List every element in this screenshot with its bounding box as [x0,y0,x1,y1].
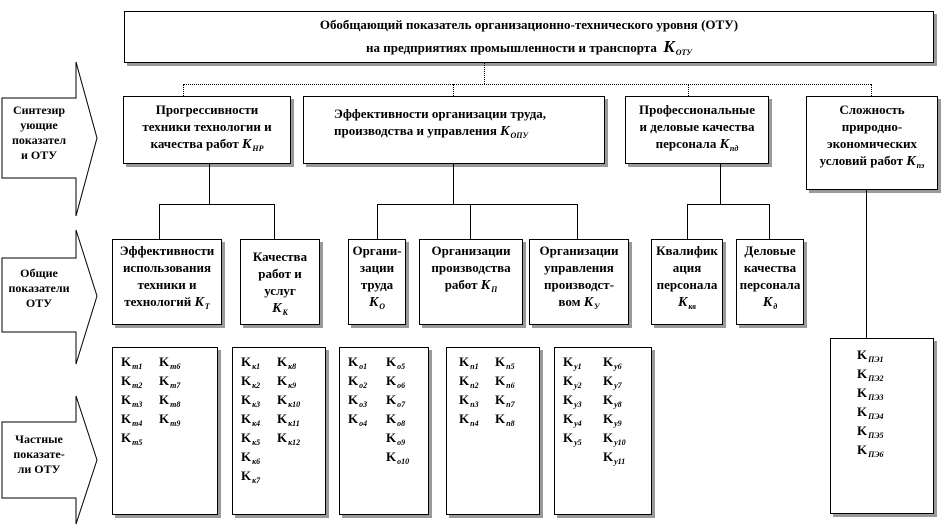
partial-indicator: $K_{п5}$ [495,354,515,371]
partial-list-3b [386,354,409,468]
conn-s3 [720,164,721,204]
synth-drop-3 [688,84,689,96]
header-box [124,11,934,63]
partial-indicator: $K_{у7}$ [603,373,622,390]
partial-indicator: $K_{у11}$ [603,449,626,466]
general-box-business: Деловые качества персонала $K_д$ [736,239,804,325]
partial-indicator: $K_{т5}$ [121,430,143,447]
header-k-sub: ОТУ [675,48,692,57]
bus-s1 [159,204,274,205]
partial-box-5 [554,347,652,515]
conn-s4 [866,190,867,338]
partial-indicator: $K_{п3}$ [459,392,479,409]
partial-list-1b [159,354,180,430]
partial-list-1 [121,354,142,449]
side-label-partial: Частные показате- ли ОТУ [13,432,65,476]
partial-indicator: $K_{к1}$ [241,354,261,371]
partial-indicator: $K_{п8}$ [495,411,515,428]
partial-indicator: $K_{п1}$ [459,354,479,371]
drop-g4 [470,204,471,239]
partial-indicator: $K_{о6}$ [386,373,406,390]
synth-bus [183,84,871,85]
partial-list-2 [241,354,260,487]
partial-list-5 [563,354,582,449]
partial-list-4b [495,354,515,430]
conn-s1 [209,164,210,204]
partial-list-3 [348,354,367,430]
bus-s2 [377,204,577,205]
partial-indicator: $K_{к2}$ [241,373,261,390]
partial-indicator: $K_{т4}$ [121,411,143,428]
partial-indicator: $K_{о7}$ [386,392,406,409]
drop-g3 [377,204,378,239]
partial-indicator: $K_{п7}$ [495,392,515,409]
partial-indicator: $K_{т2}$ [121,373,143,390]
general-box-management: Организации управления производст- вом $K_У$ [529,239,629,325]
partial-indicator: $K_{к8}$ [277,354,297,371]
partial-indicator: $K_{ПЭ1}$ [857,347,884,364]
partial-indicator: $K_{к10}$ [277,392,301,409]
header-line-2: на предприятиях промышленности и транспорта $K_{ОТУ}$ [366,37,692,57]
partial-indicator: $K_{ПЭ5}$ [857,423,884,440]
partial-indicator: $K_{у4}$ [563,411,582,428]
partial-indicator: $K_{к4}$ [241,411,261,428]
partial-indicator: $K_{т1}$ [121,354,143,371]
partial-box-3 [339,347,429,515]
partial-indicator: $K_{т9}$ [159,411,181,428]
partial-indicator: $K_{у2}$ [563,373,582,390]
partial-box-6 [830,338,934,514]
partial-indicator: $K_{о9}$ [386,430,406,447]
partial-indicator: $K_{к3}$ [241,392,261,409]
partial-indicator: $K_{т3}$ [121,392,143,409]
partial-indicator: $K_{о1}$ [348,354,368,371]
conn-s2 [453,164,454,204]
synth-box-efficiency: Эффективности организации труда, производства и управления $K_{ОПУ}$ [303,96,605,164]
general-box-labor: Органи- зации труда $K_О$ [348,239,406,325]
partial-indicator: $K_{о2}$ [348,373,368,390]
partial-indicator: $K_{к12}$ [277,430,301,447]
partial-indicator: $K_{у5}$ [563,430,582,447]
synth-box-personnel: Профессиональные и деловые качества персонала $K_{пд}$ [625,96,769,164]
synth-drop-1 [183,84,184,96]
partial-box-1 [112,347,218,515]
partial-indicator: $K_{ПЭ3}$ [857,385,884,402]
partial-indicator: $K_{о8}$ [386,411,406,428]
bus-s3 [687,204,769,205]
partial-list-5b [603,354,626,468]
synth-box-complexity: Сложность природно- экономических условий работ $K_{пэ}$ [806,96,938,190]
header-connector [484,63,485,84]
general-box-tech: Эффективности использования техники и технологий $K_Т$ [112,239,222,325]
synth-drop-4 [871,84,872,96]
partial-box-2 [232,347,326,515]
partial-indicator: $K_{к9}$ [277,373,297,390]
partial-indicator: $K_{у10}$ [603,430,626,447]
side-label-general: Общие показатели ОТУ [8,266,70,310]
drop-g1 [159,204,160,239]
partial-indicator: $K_{у9}$ [603,411,622,428]
header-k: K [663,37,675,56]
partial-indicator: $K_{к6}$ [241,449,261,466]
partial-indicator: $K_{о4}$ [348,411,368,428]
partial-indicator: $K_{о10}$ [386,449,410,466]
partial-box-4 [446,347,540,515]
drop-g2 [274,204,275,239]
partial-indicator: $K_{у8}$ [603,392,622,409]
general-box-quality: Качества работ и услуг $K_К$ [240,239,320,325]
general-box-qualification: Квалифик ация персонала $K_{кв}$ [651,239,723,325]
partial-indicator: $K_{ПЭ4}$ [857,404,884,421]
partial-list-2b [277,354,300,449]
header-line-1: Обобщающий показатель организационно-технического уровня (ОТУ) [319,17,739,32]
partial-indicator: $K_{т7}$ [159,373,181,390]
partial-indicator: $K_{у1}$ [563,354,582,371]
partial-indicator: $K_{о5}$ [386,354,406,371]
partial-indicator: $K_{к7}$ [241,468,261,485]
partial-list-6 [857,347,884,461]
drop-g5 [577,204,578,239]
partial-indicator: $K_{т6}$ [159,354,181,371]
synth-box-progressiveness: Прогрессивности техники технологии и качества работ $K_{НР}$ [123,96,291,164]
partial-indicator: $K_{п6}$ [495,373,515,390]
partial-indicator: $K_{ПЭ2}$ [857,366,884,383]
partial-indicator: $K_{ПЭ6}$ [857,442,884,459]
drop-g6 [687,204,688,239]
drop-g7 [769,204,770,239]
partial-indicator: $K_{п4}$ [459,411,479,428]
partial-list-4 [459,354,479,430]
partial-indicator: $K_{у6}$ [603,354,622,371]
partial-indicator: $K_{к11}$ [277,411,300,428]
partial-indicator: $K_{к5}$ [241,430,261,447]
side-label-synth: Синтезир ующие показател и ОТУ [11,103,67,162]
partial-indicator: $K_{о3}$ [348,392,368,409]
partial-indicator: $K_{у3}$ [563,392,582,409]
synth-drop-2 [453,84,454,96]
general-box-production: Организации производства работ $K_П$ [419,239,523,325]
partial-indicator: $K_{т8}$ [159,392,181,409]
partial-indicator: $K_{п2}$ [459,373,479,390]
